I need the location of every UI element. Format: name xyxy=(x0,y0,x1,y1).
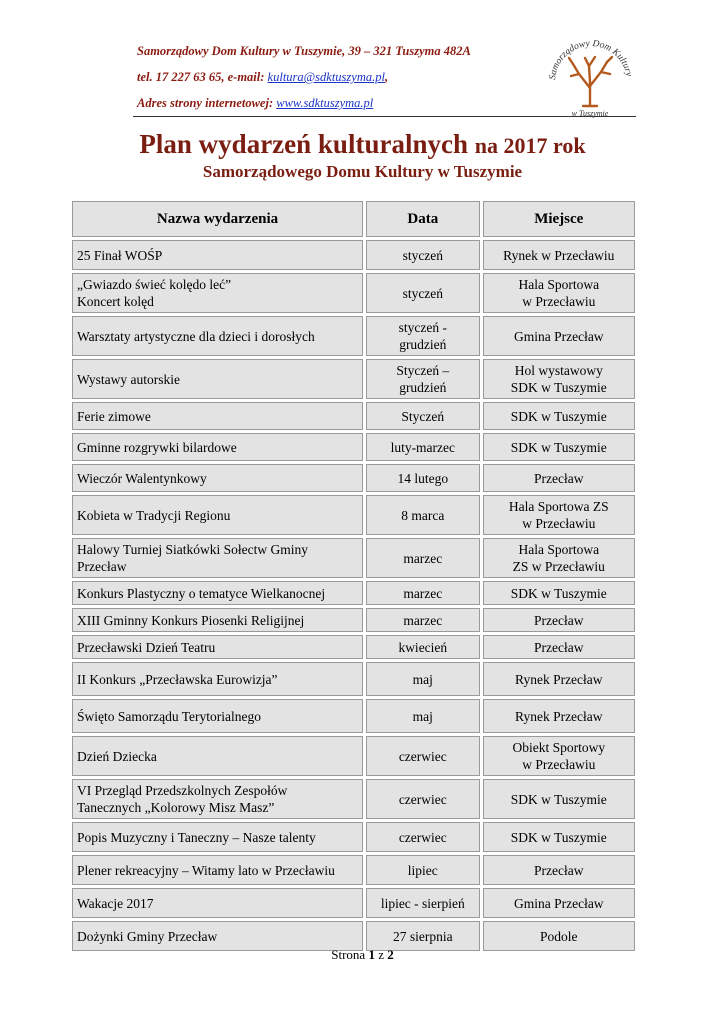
event-place-cell: Przecław xyxy=(483,608,635,632)
website-link[interactable]: www.sdktuszyma.pl xyxy=(276,96,374,110)
event-date-cell: maj xyxy=(366,662,479,696)
event-date-cell: lipiec - sierpień xyxy=(366,888,479,918)
table-row xyxy=(72,662,635,696)
event-name-cell: Przecławski Dzień Teatru xyxy=(72,635,363,659)
event-place-cell: Przecław xyxy=(483,464,635,492)
table-row xyxy=(72,608,635,632)
table-body xyxy=(72,240,635,951)
event-name-cell: Dożynki Gminy Przecław xyxy=(72,921,363,951)
table-row xyxy=(72,316,635,356)
title-year: na 2017 rok xyxy=(474,133,586,158)
event-date-cell: luty-marzec xyxy=(366,433,479,461)
event-date-cell: maj xyxy=(366,699,479,733)
footer-total-pages: 2 xyxy=(387,947,394,962)
letterhead-contact xyxy=(137,64,557,90)
event-name-cell: Wakacje 2017 xyxy=(72,888,363,918)
event-place-cell: SDK w Tuszymie xyxy=(483,581,635,605)
event-name-cell: Gminne rozgrywki bilardowe xyxy=(72,433,363,461)
event-name-cell: Konkurs Plastyczny o tematyce Wielkanocnej xyxy=(72,581,363,605)
table-row xyxy=(72,402,635,430)
event-date-cell: styczeń xyxy=(366,273,479,313)
letterhead-website xyxy=(137,90,557,116)
table-row xyxy=(72,433,635,461)
event-name-cell: Święto Samorządu Terytorialnego xyxy=(72,699,363,733)
event-name-cell: „Gwiazdo świeć kolędo leć” Koncert kolęd xyxy=(72,273,363,313)
event-place-cell: Hol wystawowy SDK w Tuszymie xyxy=(483,359,635,399)
page-footer xyxy=(0,947,725,963)
events-table xyxy=(69,198,638,954)
column-header-place: Miejsce xyxy=(483,201,635,237)
event-date-cell: lipiec xyxy=(366,855,479,885)
table-row xyxy=(72,240,635,270)
event-place-cell: Rynek Przecław xyxy=(483,699,635,733)
table-row xyxy=(72,464,635,492)
event-name-cell: VI Przegląd Przedszkolnych Zespołów Tanecznych „Kolorowy Misz Masz” xyxy=(72,779,363,819)
event-name-cell: XIII Gminny Konkurs Piosenki Religijnej xyxy=(72,608,363,632)
phone-label: tel. 17 227 63 65, e-mail: xyxy=(137,70,268,84)
event-place-cell: Obiekt Sportowy w Przecławiu xyxy=(483,736,635,776)
event-date-cell: marzec xyxy=(366,581,479,605)
event-name-cell: 25 Finał WOŚP xyxy=(72,240,363,270)
header-divider xyxy=(133,116,636,117)
column-header-name: Nazwa wydarzenia xyxy=(72,201,363,237)
event-name-cell: Wystawy autorskie xyxy=(72,359,363,399)
website-label: Adres strony internetowej: xyxy=(137,96,277,110)
event-date-cell: styczeń - grudzień xyxy=(366,316,479,356)
event-place-cell: Gmina Przecław xyxy=(483,316,635,356)
event-place-cell: SDK w Tuszymie xyxy=(483,779,635,819)
table-row xyxy=(72,538,635,578)
table-row xyxy=(72,779,635,819)
event-place-cell: Rynek Przecław xyxy=(483,662,635,696)
title-main: Plan wydarzeń kulturalnych xyxy=(139,129,468,159)
page-subtitle: Samorządowego Domu Kultury w Tuszymie xyxy=(202,162,523,181)
svg-text:w Tuszymie: w Tuszymie xyxy=(571,109,609,118)
letterhead xyxy=(137,38,557,116)
event-place-cell: Hala Sportowa w Przecławiu xyxy=(483,273,635,313)
column-header-date: Data xyxy=(366,201,479,237)
svg-text:Samorządowy Dom Kultury: Samorządowy Dom Kultury xyxy=(548,38,634,81)
event-date-cell: Styczeń – grudzień xyxy=(366,359,479,399)
event-date-cell: czerwiec xyxy=(366,779,479,819)
table-header-row xyxy=(72,201,635,237)
table-row xyxy=(72,822,635,852)
event-date-cell: 27 sierpnia xyxy=(366,921,479,951)
table-row xyxy=(72,888,635,918)
event-place-cell: SDK w Tuszymie xyxy=(483,822,635,852)
event-place-cell: Gmina Przecław xyxy=(483,888,635,918)
event-date-cell: czerwiec xyxy=(366,822,479,852)
contact-suffix: , xyxy=(384,70,389,84)
event-name-cell: Halowy Turniej Siatkówki Sołectw Gminy Przecław xyxy=(72,538,363,578)
event-place-cell: SDK w Tuszymie xyxy=(483,402,635,430)
event-place-cell: Przecław xyxy=(483,855,635,885)
event-name-cell: Wieczór Walentynkowy xyxy=(72,464,363,492)
table-row xyxy=(72,736,635,776)
footer-middle: z xyxy=(374,947,388,962)
page-title xyxy=(0,129,725,160)
event-place-cell: Podole xyxy=(483,921,635,951)
event-date-cell: 14 lutego xyxy=(366,464,479,492)
event-date-cell: Styczeń xyxy=(366,402,479,430)
event-date-cell: czerwiec xyxy=(366,736,479,776)
event-place-cell: Hala Sportowa ZS w Przecławiu xyxy=(483,495,635,535)
table-row xyxy=(72,495,635,535)
event-date-cell: 8 marca xyxy=(366,495,479,535)
event-name-cell: Popis Muzyczny i Taneczny – Nasze talenty xyxy=(72,822,363,852)
footer-page-number: 1 xyxy=(368,947,375,962)
event-place-cell: Przecław xyxy=(483,635,635,659)
event-name-cell: Ferie zimowe xyxy=(72,402,363,430)
email-link[interactable]: kultura@sdktuszyma.pl xyxy=(267,70,385,84)
event-date-cell: styczeń xyxy=(366,240,479,270)
event-date-cell: marzec xyxy=(366,608,479,632)
event-place-cell: Rynek w Przecławiu xyxy=(483,240,635,270)
table-row xyxy=(72,273,635,313)
table-row xyxy=(72,581,635,605)
table-row xyxy=(72,359,635,399)
event-name-cell: Kobieta w Tradycji Regionu xyxy=(72,495,363,535)
tree-logo-icon xyxy=(543,30,638,120)
event-name-cell: Warsztaty artystyczne dla dzieci i dorosłych xyxy=(72,316,363,356)
event-place-cell: Hala Sportowa ZS w Przecławiu xyxy=(483,538,635,578)
letterhead-address: Samorządowy Dom Kultury w Tuszymie, 39 – 321 Tuszyma 482A xyxy=(137,44,471,58)
event-name-cell: Dzień Dziecka xyxy=(72,736,363,776)
event-date-cell: kwiecień xyxy=(366,635,479,659)
table-row xyxy=(72,699,635,733)
event-place-cell: SDK w Tuszymie xyxy=(483,433,635,461)
event-name-cell: Plener rekreacyjny – Witamy lato w Przecławiu xyxy=(72,855,363,885)
event-name-cell: II Konkurs „Przecławska Eurowizja” xyxy=(72,662,363,696)
table-row xyxy=(72,635,635,659)
table-row xyxy=(72,855,635,885)
footer-prefix: Strona xyxy=(331,947,369,962)
event-date-cell: marzec xyxy=(366,538,479,578)
